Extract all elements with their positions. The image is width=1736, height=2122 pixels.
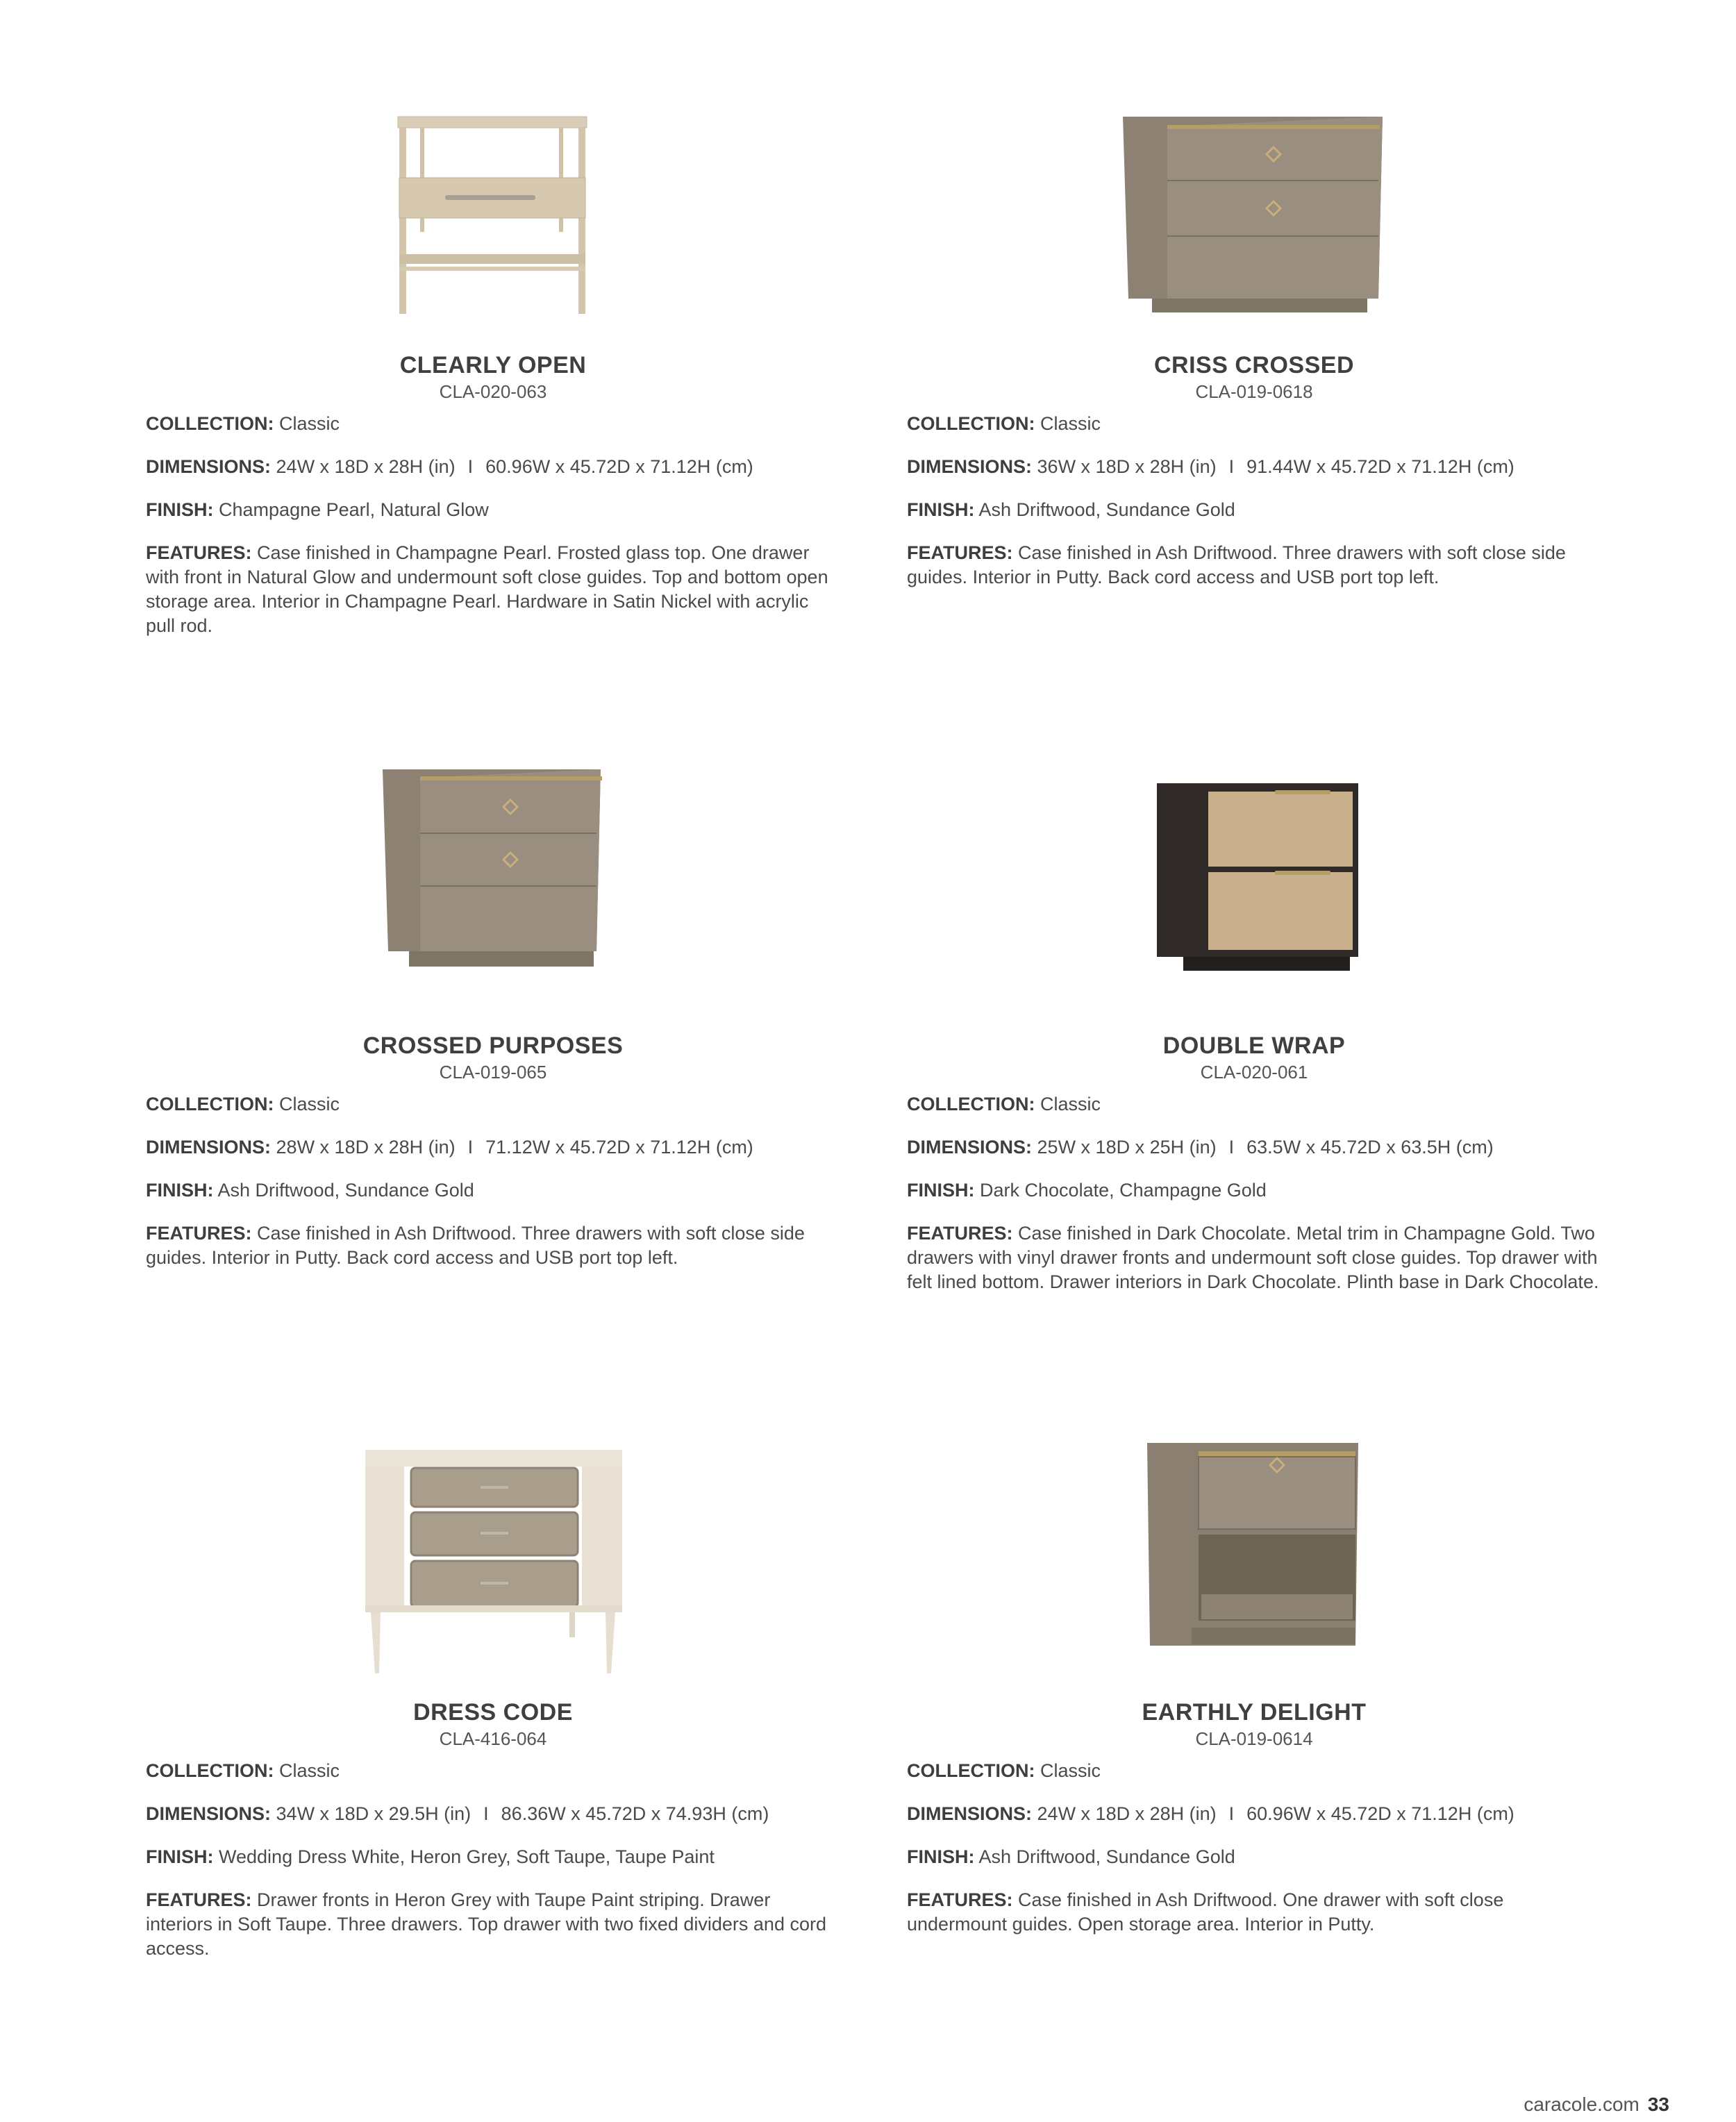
finish-value: Ash Driftwood, Sundance Gold <box>978 1846 1235 1867</box>
finish-value: Wedding Dress White, Heron Grey, Soft Taupe, Taupe Paint <box>219 1846 715 1867</box>
dimensions-label: DIMENSIONS: <box>146 1803 272 1824</box>
collection-label: COLLECTION: <box>907 1094 1035 1114</box>
collection-row <box>146 1759 840 1783</box>
product-image-clearly-open <box>146 104 840 326</box>
finish-row <box>907 498 1601 522</box>
finish-row <box>907 1178 1601 1203</box>
finish-label: FINISH: <box>146 499 214 520</box>
product-image-dress-code <box>146 1430 840 1680</box>
dimensions-inches: 25W x 18D x 25H (in) <box>1037 1137 1217 1158</box>
features-value: Case finished in Champagne Pearl. Frosted glass top. One drawer with front in Natural Glow and undermount soft close guides. Top and bottom open storage area. Interior in Champagne Pearl. Hardware in Satin Nickel with acrylic pull rod. <box>146 542 828 636</box>
features-value: Case finished in Ash Driftwood. Three drawers with soft close side guides. Interior in Putty. Back cord access and USB port top left. <box>146 1223 805 1268</box>
product-sku: CLA-416-064 <box>439 1728 547 1749</box>
finish-value: Champagne Pearl, Natural Glow <box>219 499 489 520</box>
dimensions-separator: I <box>467 456 474 477</box>
dimensions-row <box>146 1802 840 1826</box>
dimensions-centimeters: 71.12W x 45.72D x 71.12H (cm) <box>485 1137 753 1158</box>
dimensions-separator: I <box>1228 1803 1235 1824</box>
features-label: FEATURES: <box>146 1889 252 1910</box>
finish-row <box>907 1845 1601 1869</box>
features-label: FEATURES: <box>146 1223 252 1244</box>
product-name: CROSSED PURPOSES <box>362 1033 624 1059</box>
dimensions-separator: I <box>467 1137 474 1158</box>
collection-label: COLLECTION: <box>907 1760 1035 1781</box>
features-row <box>146 1221 840 1270</box>
dimensions-row <box>146 1135 840 1160</box>
finish-label: FINISH: <box>907 499 975 520</box>
dimensions-row <box>907 455 1601 479</box>
dimensions-label: DIMENSIONS: <box>907 456 1033 477</box>
product-sku: CLA-020-063 <box>439 381 547 402</box>
features-row <box>907 1221 1601 1294</box>
product-name: CLEARLY OPEN <box>399 352 587 378</box>
features-row <box>146 1888 840 1961</box>
product-sku: CLA-019-065 <box>439 1062 547 1083</box>
product-image-earthly-delight <box>907 1430 1601 1660</box>
product-sku: CLA-019-0614 <box>1195 1728 1313 1749</box>
collection-row <box>146 412 840 436</box>
collection-value: Classic <box>279 1094 340 1114</box>
dimensions-inches: 34W x 18D x 29.5H (in) <box>276 1803 471 1824</box>
dimensions-row <box>907 1802 1601 1826</box>
dimensions-centimeters: 86.36W x 45.72D x 74.93H (cm) <box>501 1803 769 1824</box>
page-footer <box>1524 2094 1669 2116</box>
dimensions-label: DIMENSIONS: <box>146 1137 272 1158</box>
dimensions-centimeters: 91.44W x 45.72D x 71.12H (cm) <box>1246 456 1514 477</box>
collection-row <box>146 1092 840 1117</box>
collection-label: COLLECTION: <box>146 413 274 434</box>
finish-row <box>146 498 840 522</box>
features-label: FEATURES: <box>146 542 252 563</box>
product-sku: CLA-020-061 <box>1200 1062 1308 1083</box>
dimensions-inches: 36W x 18D x 28H (in) <box>1037 456 1217 477</box>
collection-label: COLLECTION: <box>146 1760 274 1781</box>
footer-site-link[interactable]: caracole.com <box>1524 2094 1639 2115</box>
features-value: Drawer fronts in Heron Grey with Taupe Paint striping. Drawer interiors in Soft Taupe. Three drawers. Top drawer with two fixed dividers and cord access. <box>146 1889 826 1959</box>
collection-row <box>907 1759 1601 1783</box>
collection-value: Classic <box>279 1760 340 1781</box>
dimensions-inches: 24W x 18D x 28H (in) <box>276 456 456 477</box>
dimensions-label: DIMENSIONS: <box>907 1803 1033 1824</box>
dimensions-separator: I <box>483 1803 489 1824</box>
features-row <box>146 541 840 638</box>
collection-label: COLLECTION: <box>907 413 1035 434</box>
product-name: DOUBLE WRAP <box>1162 1033 1346 1059</box>
collection-row <box>907 1092 1601 1117</box>
features-row <box>907 541 1601 590</box>
collection-value: Classic <box>1040 413 1101 434</box>
finish-row <box>146 1845 840 1869</box>
features-label: FEATURES: <box>907 1889 1013 1910</box>
dimensions-inches: 24W x 18D x 28H (in) <box>1037 1803 1217 1824</box>
finish-value: Dark Chocolate, Champagne Gold <box>980 1180 1267 1201</box>
product-sku: CLA-019-0618 <box>1195 381 1313 402</box>
page-number: 33 <box>1647 2094 1669 2115</box>
collection-value: Classic <box>1040 1094 1101 1114</box>
collection-value: Classic <box>1040 1760 1101 1781</box>
product-image-criss-crossed <box>907 90 1601 319</box>
finish-label: FINISH: <box>907 1180 975 1201</box>
features-value: Case finished in Ash Driftwood. One drawer with soft close undermount guides. Open storage area. Interior in Putty. <box>907 1889 1504 1935</box>
features-label: FEATURES: <box>907 1223 1013 1244</box>
features-label: FEATURES: <box>907 542 1013 563</box>
product-image-double-wrap <box>907 764 1601 979</box>
dimensions-centimeters: 60.96W x 45.72D x 71.12H (cm) <box>485 456 753 477</box>
finish-label: FINISH: <box>907 1846 975 1867</box>
dimensions-inches: 28W x 18D x 28H (in) <box>276 1137 456 1158</box>
dimensions-separator: I <box>1228 456 1235 477</box>
dimensions-separator: I <box>1228 1137 1235 1158</box>
collection-row <box>907 412 1601 436</box>
product-name: DRESS CODE <box>413 1699 573 1726</box>
features-value: Case finished in Dark Chocolate. Metal trim in Champagne Gold. Two drawers with vinyl drawer fronts and undermount soft close guides. Top drawer with felt lined bottom. Drawer interiors in Dark Chocolate. Plinth base in Dark Chocolate. <box>907 1223 1599 1292</box>
collection-label: COLLECTION: <box>146 1094 274 1114</box>
collection-value: Classic <box>279 413 340 434</box>
finish-label: FINISH: <box>146 1180 214 1201</box>
finish-value: Ash Driftwood, Sundance Gold <box>978 499 1235 520</box>
product-name: CRISS CROSSED <box>1154 352 1354 378</box>
dimensions-centimeters: 63.5W x 45.72D x 63.5H (cm) <box>1246 1137 1494 1158</box>
product-name: EARTHLY DELIGHT <box>1142 1699 1367 1726</box>
product-image-crossed-purposes <box>146 757 840 979</box>
features-row <box>907 1888 1601 1937</box>
finish-label: FINISH: <box>146 1846 214 1867</box>
dimensions-label: DIMENSIONS: <box>146 456 272 477</box>
dimensions-row <box>907 1135 1601 1160</box>
finish-row <box>146 1178 840 1203</box>
dimensions-label: DIMENSIONS: <box>907 1137 1033 1158</box>
features-value: Case finished in Ash Driftwood. Three drawers with soft close side guides. Interior in Putty. Back cord access and USB port top left. <box>907 542 1566 587</box>
finish-value: Ash Driftwood, Sundance Gold <box>217 1180 474 1201</box>
dimensions-centimeters: 60.96W x 45.72D x 71.12H (cm) <box>1246 1803 1514 1824</box>
dimensions-row <box>146 455 840 479</box>
